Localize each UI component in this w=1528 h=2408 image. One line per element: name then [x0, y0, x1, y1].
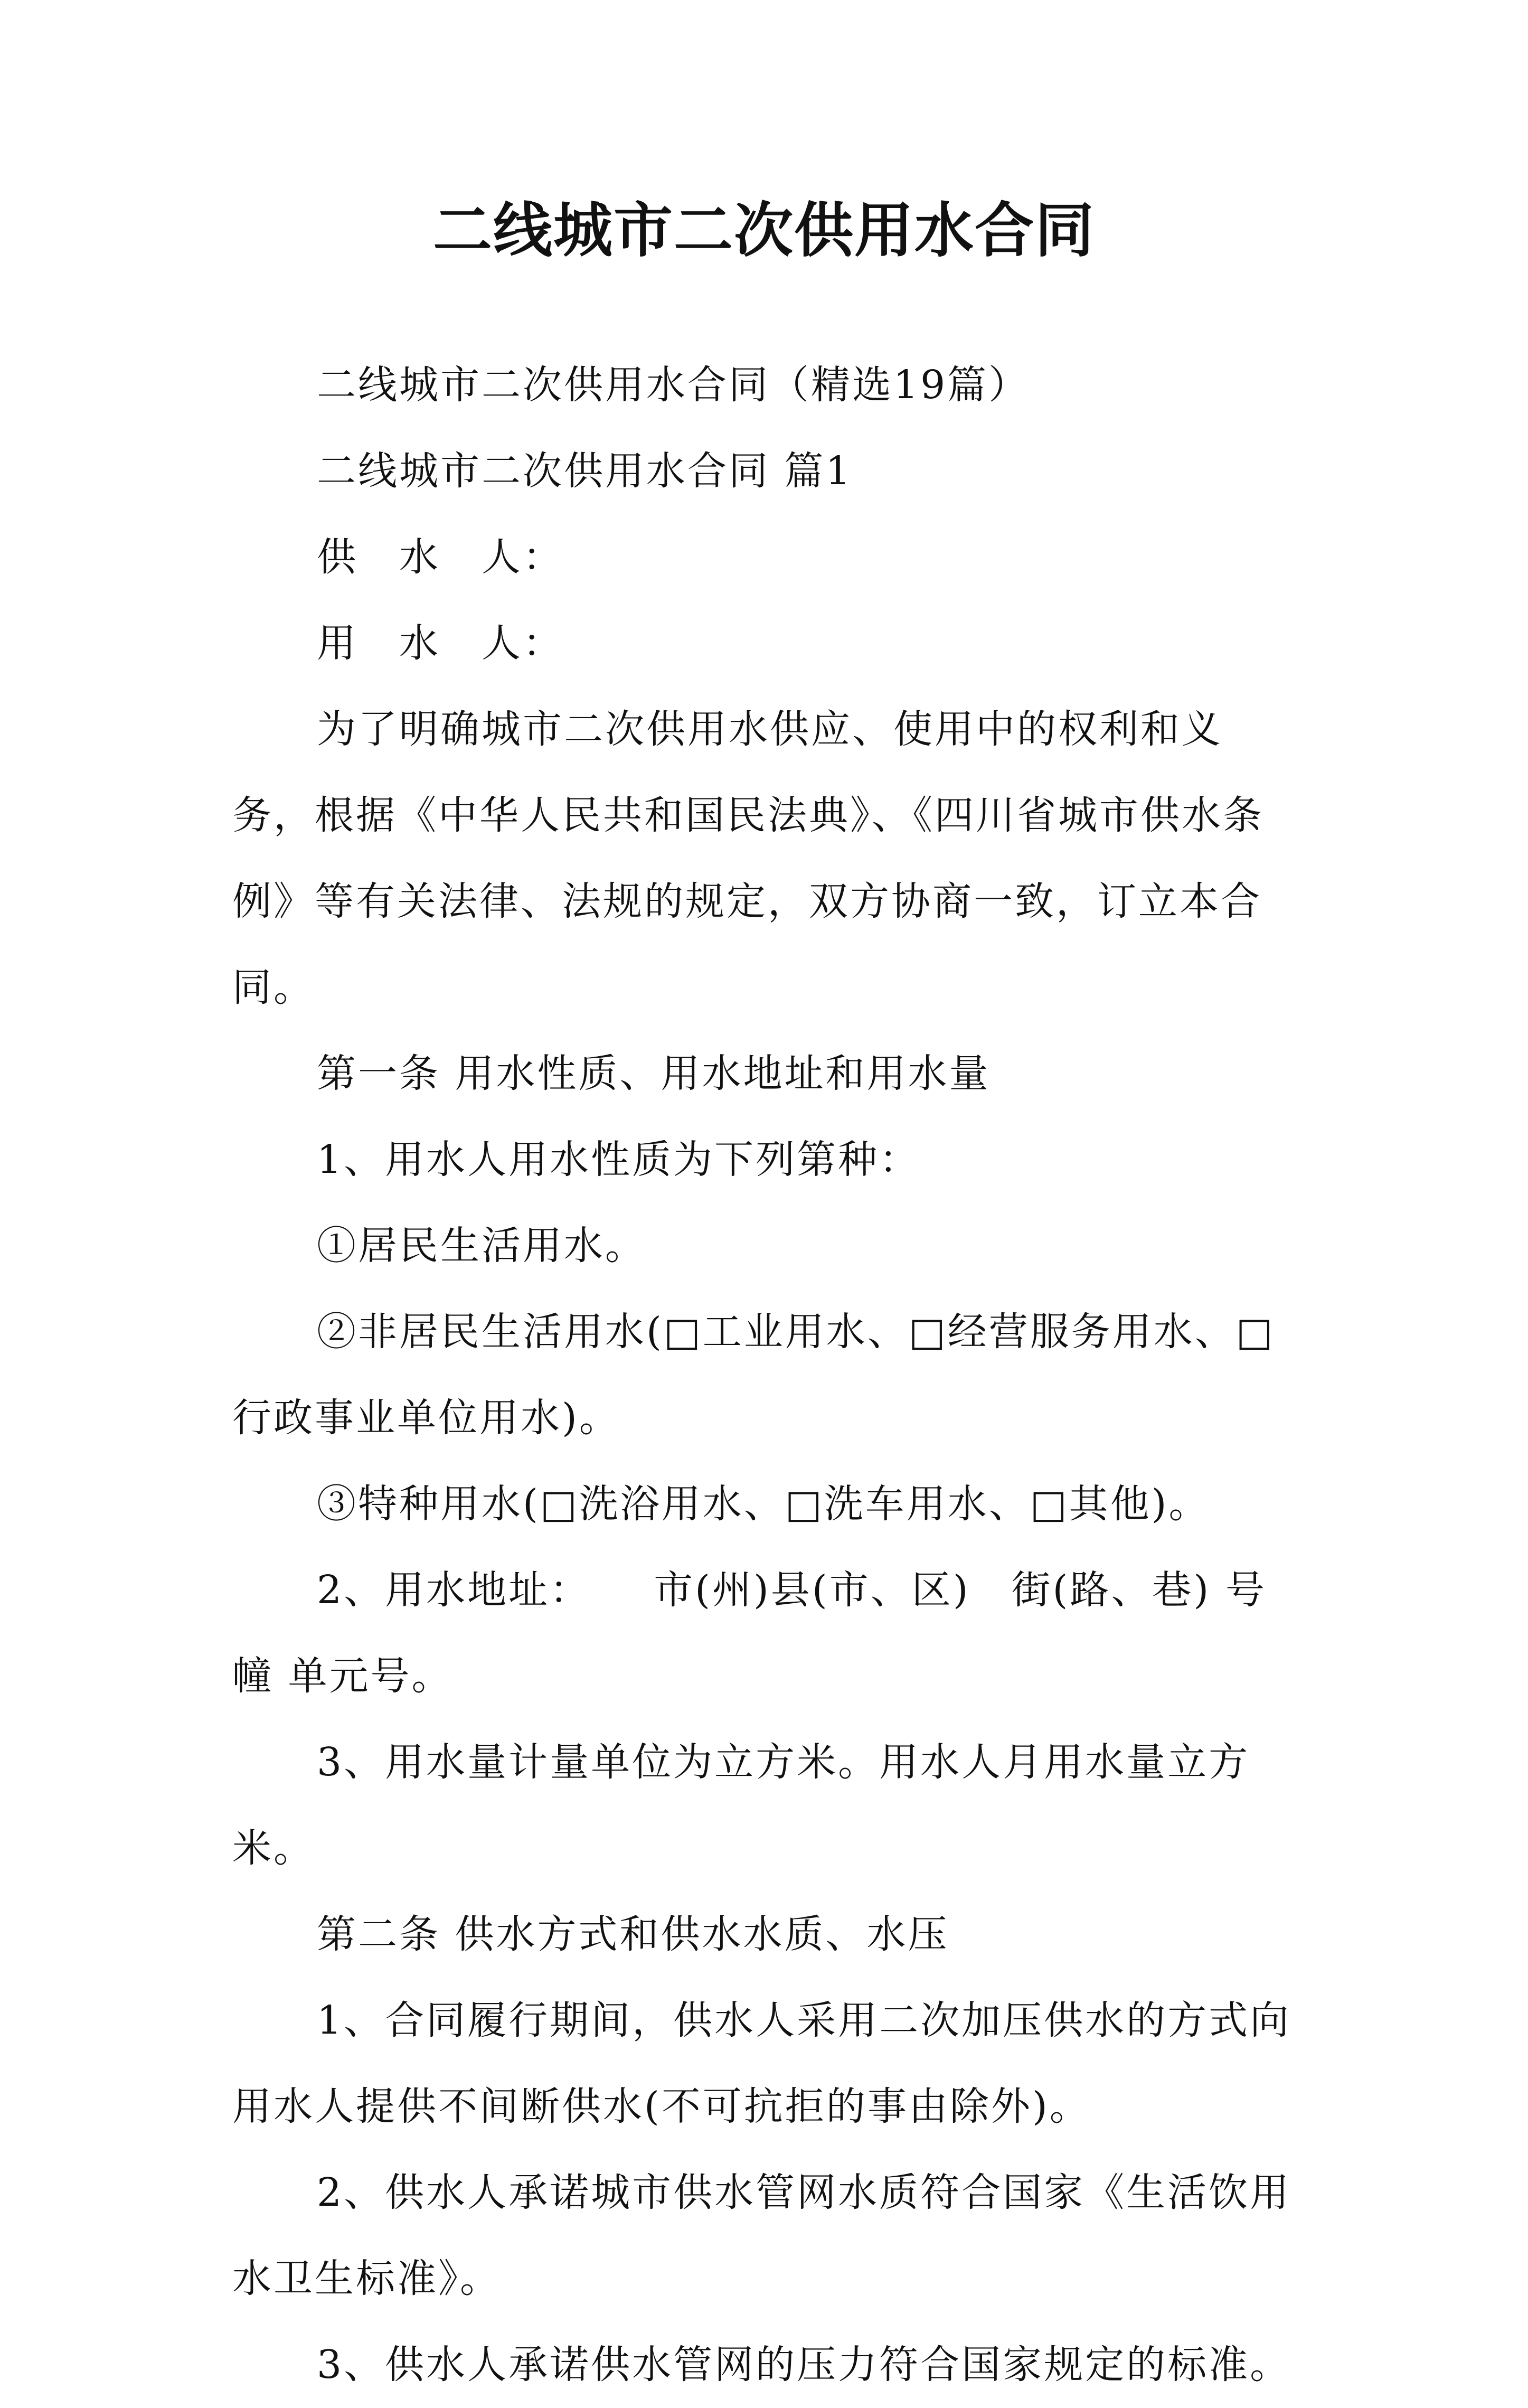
clause-paragraph: 3、用水量计量单位为立方米。用水人月用水量立方米。: [232, 1739, 1250, 1871]
clause-paragraph: 3、供水人承诺供水管网的压力符合国家规定的标准。: [317, 2342, 1291, 2387]
supplier-line: 供 水 人：: [317, 534, 564, 580]
clause-paragraph: ②非居民生活用水(□工业用水、□经营服务用水、□行政事业单位用水)。: [232, 1309, 1275, 1441]
preamble-paragraph: 为了明确城市二次供用水供应、使用中的权利和义务，根据《中华人民共和国民法典》、《四川省城市供水条例》等有关法律、法规的规定，双方协商一致，订立本合同。: [232, 707, 1264, 1010]
clause-paragraph: 2、用水地址： 市(州)县(市、区) 街(路、巷) 号幢 单元号。: [232, 1567, 1267, 1699]
article-2-heading: 第二条 供水方式和供水水质、水压: [317, 1912, 949, 1957]
clause-paragraph: 1、用水人用水性质为下列第种：: [317, 1137, 921, 1182]
clause-paragraph: 2、供水人承诺城市供水管网水质符合国家《生活饮用水卫生标准》。: [232, 2170, 1291, 2301]
clause-paragraph: 1、合同履行期间，供水人采用二次加压供水的方式向用水人提供不间断供水(不可抗拒的事由除外)。: [232, 1998, 1291, 2129]
article-1-heading: 第一条 用水性质、用水地址和用水量: [317, 1051, 991, 1096]
document-body: [232, 342, 1299, 2408]
clause-paragraph: ①居民生活用水。: [317, 1223, 646, 1268]
clause-paragraph: ③特种用水(□洗浴用水、□洗车用水、□其他)。: [317, 1481, 1210, 1527]
subtitle-paragraph: 二线城市二次供用水合同（精选19篇）: [317, 362, 1030, 408]
user-line: 用 水 人：: [317, 620, 564, 666]
section-heading: 二线城市二次供用水合同 篇1: [317, 448, 853, 494]
document-title: 二线城市二次供用水合同: [433, 196, 1095, 265]
